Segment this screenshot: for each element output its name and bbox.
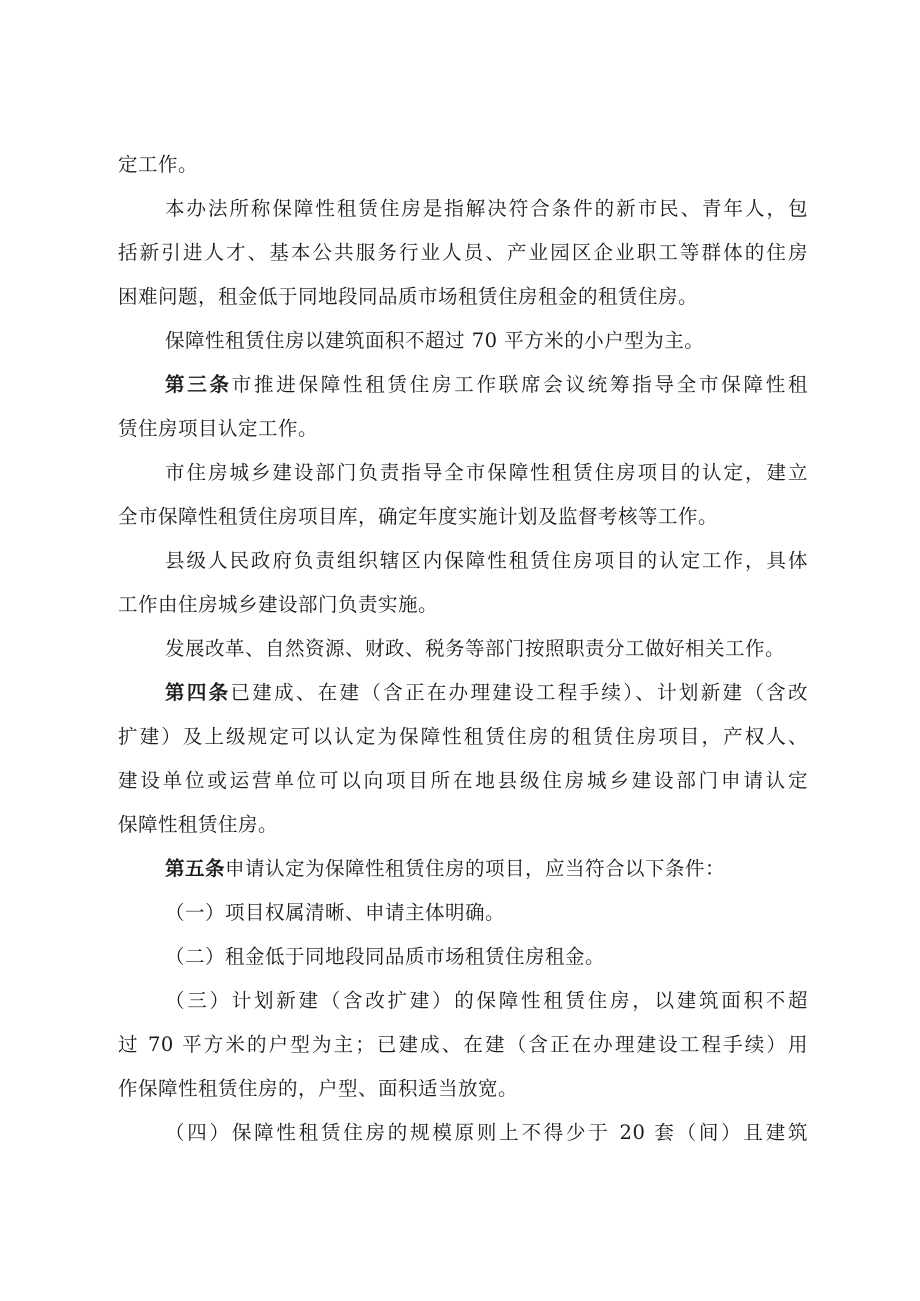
text-line: 发展改革、自然资源、财政、税务等部门按照职责分工做好相关工作。: [165, 637, 786, 660]
text-line: 过 70 平方米的户型为主；已建成、在建（含正在办理建设工程手续）用: [118, 1033, 808, 1056]
list-item-line: （一）项目权属清晰、申请主体明确。: [165, 901, 506, 924]
text-line: 保障性租赁住房。: [118, 813, 279, 836]
article-heading: 第五条: [165, 857, 226, 880]
text-line: 全市保障性租赁住房项目库，确定年度实施计划及监督考核等工作。: [118, 505, 719, 528]
text-line: 工作由住房城乡建设部门负责实施。: [118, 593, 439, 616]
text-line: 扩建）及上级规定可以认定为保障性租赁住房的租赁住房项目，产权人、: [118, 725, 808, 748]
text-line: 括新引进人才、基本公共服务行业人员、产业园区企业职工等群体的住房: [118, 241, 808, 264]
text-line: 本办法所称保障性租赁住房是指解决符合条件的新市民、青年人，包: [165, 197, 808, 220]
text-span: 已建成、在建（含正在办理建设工程手续）、计划新建（含改: [230, 681, 808, 704]
text-line: 建设单位或运营单位可以向项目所在地县级住房城乡建设部门申请认定: [118, 769, 808, 792]
list-item-line: （三）计划新建（含改扩建）的保障性租赁住房，以建筑面积不超: [165, 989, 808, 1012]
list-item-line: （四）保障性租赁住房的规模原则上不得少于 20 套（间）且建筑: [165, 1121, 808, 1144]
text-line: 赁住房项目认定工作。: [118, 417, 319, 440]
list-item-line: （二）租金低于同地段同品质市场租赁住房租金。: [165, 945, 606, 968]
text-line: 市住房城乡建设部门负责指导全市保障性租赁住房项目的认定，建立: [165, 461, 808, 484]
article-heading: 第三条: [165, 373, 232, 396]
article-line: [165, 854, 808, 884]
text-line: 作保障性租赁住房的，户型、面积适当放宽。: [118, 1077, 519, 1100]
text-span: 申请认定为保障性租赁住房的项目，应当符合以下条件：: [225, 857, 726, 880]
text-line: 县级人民政府负责组织辖区内保障性租赁住房项目的认定工作，具体: [165, 549, 808, 572]
article-line: [165, 678, 808, 708]
text-line: 定工作。: [118, 153, 199, 176]
article-line: [165, 370, 808, 400]
text-line: 保障性租赁住房以建筑面积不超过 70 平方米的小户型为主。: [165, 329, 705, 352]
text-span: 市推进保障性租赁住房工作联席会议统筹指导全市保障性租: [231, 373, 808, 396]
text-line: 困难问题，租金低于同地段同品质市场租赁住房租金的租赁住房。: [118, 285, 699, 308]
article-heading: 第四条: [165, 681, 231, 704]
